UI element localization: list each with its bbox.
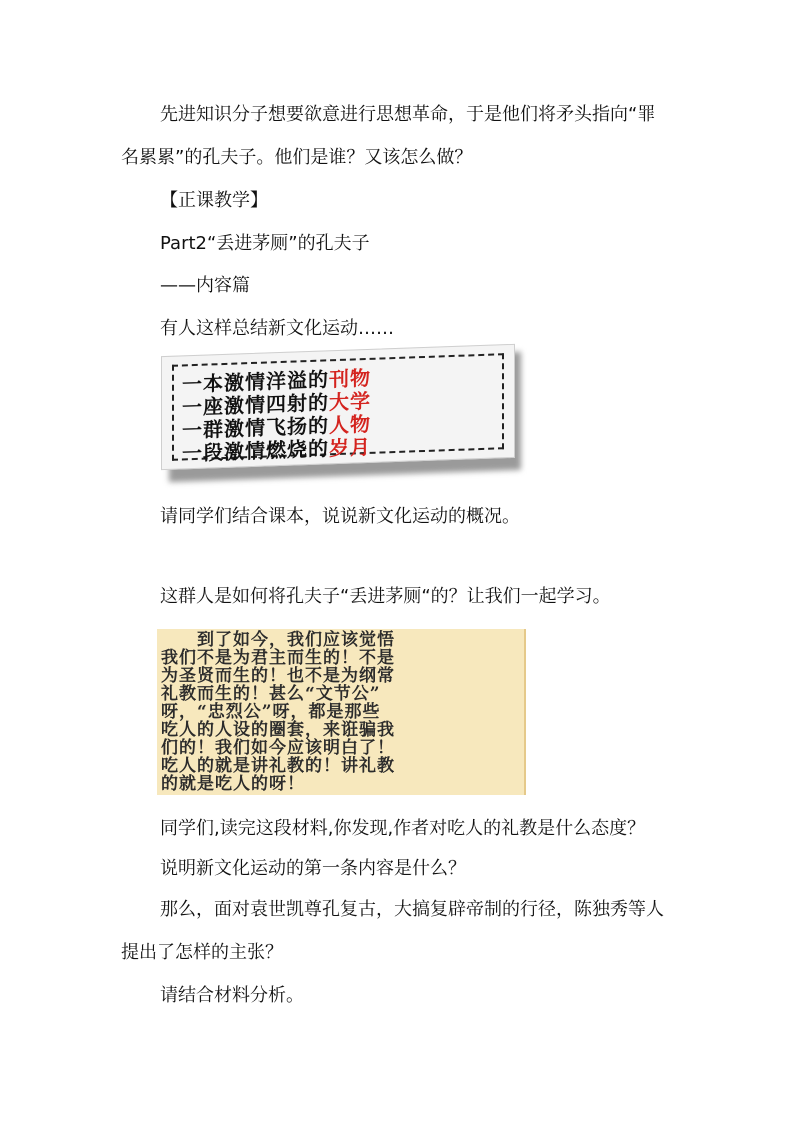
card-dashed-frame <box>172 353 504 466</box>
summary-card-image <box>161 350 521 476</box>
quote-line: 到了如今，我们应该觉悟 <box>161 630 395 650</box>
quote-line: 呀，“忠烈公”呀，都是那些 <box>161 702 381 722</box>
paragraph-attitude-question: 同学们,读完这段材料,你发现,作者对吃人的礼教是什么态度？ <box>160 818 646 839</box>
paragraph-intro-line2: 名累累”的孔夫子。他们是谁？又该怎么做？ <box>121 147 473 168</box>
quote-line: 们的！我们如今应该明白了！ <box>161 738 395 758</box>
paragraph-content-question: 说明新文化运动的第一条内容是什么？ <box>160 858 466 879</box>
paragraph-context-line2: 提出了怎样的主张？ <box>121 942 283 963</box>
quote-line: 我们不是为君主而生的！不是 <box>161 648 395 668</box>
paragraph-question: 这群人是如何将孔夫子“丢进茅厕“的？让我们一起学习。 <box>160 586 611 607</box>
quote-line: 吃人的就是讲礼教的！讲礼教 <box>161 756 395 776</box>
paragraph-task: 请同学们结合课本，说说新文化运动的概况。 <box>160 506 520 527</box>
card-row: 一段激情燃烧的岁月 <box>182 434 371 466</box>
section-heading: 【正课教学】 <box>160 190 268 211</box>
paragraph-summary: 有人这样总结新文化运动…… <box>160 318 394 339</box>
quote-line: 吃人的人设的圈套，来诳骗我 <box>161 720 395 740</box>
part-subtitle: ——内容篇 <box>160 275 250 296</box>
paragraph-analysis: 请结合材料分析。 <box>160 985 304 1006</box>
quote-image <box>157 629 526 795</box>
quote-line: 的就是吃人的呀！ <box>161 774 305 794</box>
card-row: 一本激情洋溢的刊物 <box>182 365 371 397</box>
card-row: 一座激情四射的大学 <box>182 388 371 420</box>
quote-line: 礼教而生的！甚么“文节公” <box>161 684 381 704</box>
card-paper <box>161 344 515 470</box>
card-row: 一群激情飞扬的人物 <box>182 411 371 443</box>
paragraph-intro-line1: 先进知识分子想要欲意进行思想革命，于是他们将矛头指向“罪 <box>160 104 656 125</box>
paragraph-context-line1: 那么，面对袁世凯尊孔复古，大搞复辟帝制的行径，陈独秀等人 <box>160 899 664 920</box>
quote-line: 为圣贤而生的！也不是为纲常 <box>161 666 395 686</box>
part-title: Part2“丢进茅厕”的孔夫子 <box>160 233 370 254</box>
